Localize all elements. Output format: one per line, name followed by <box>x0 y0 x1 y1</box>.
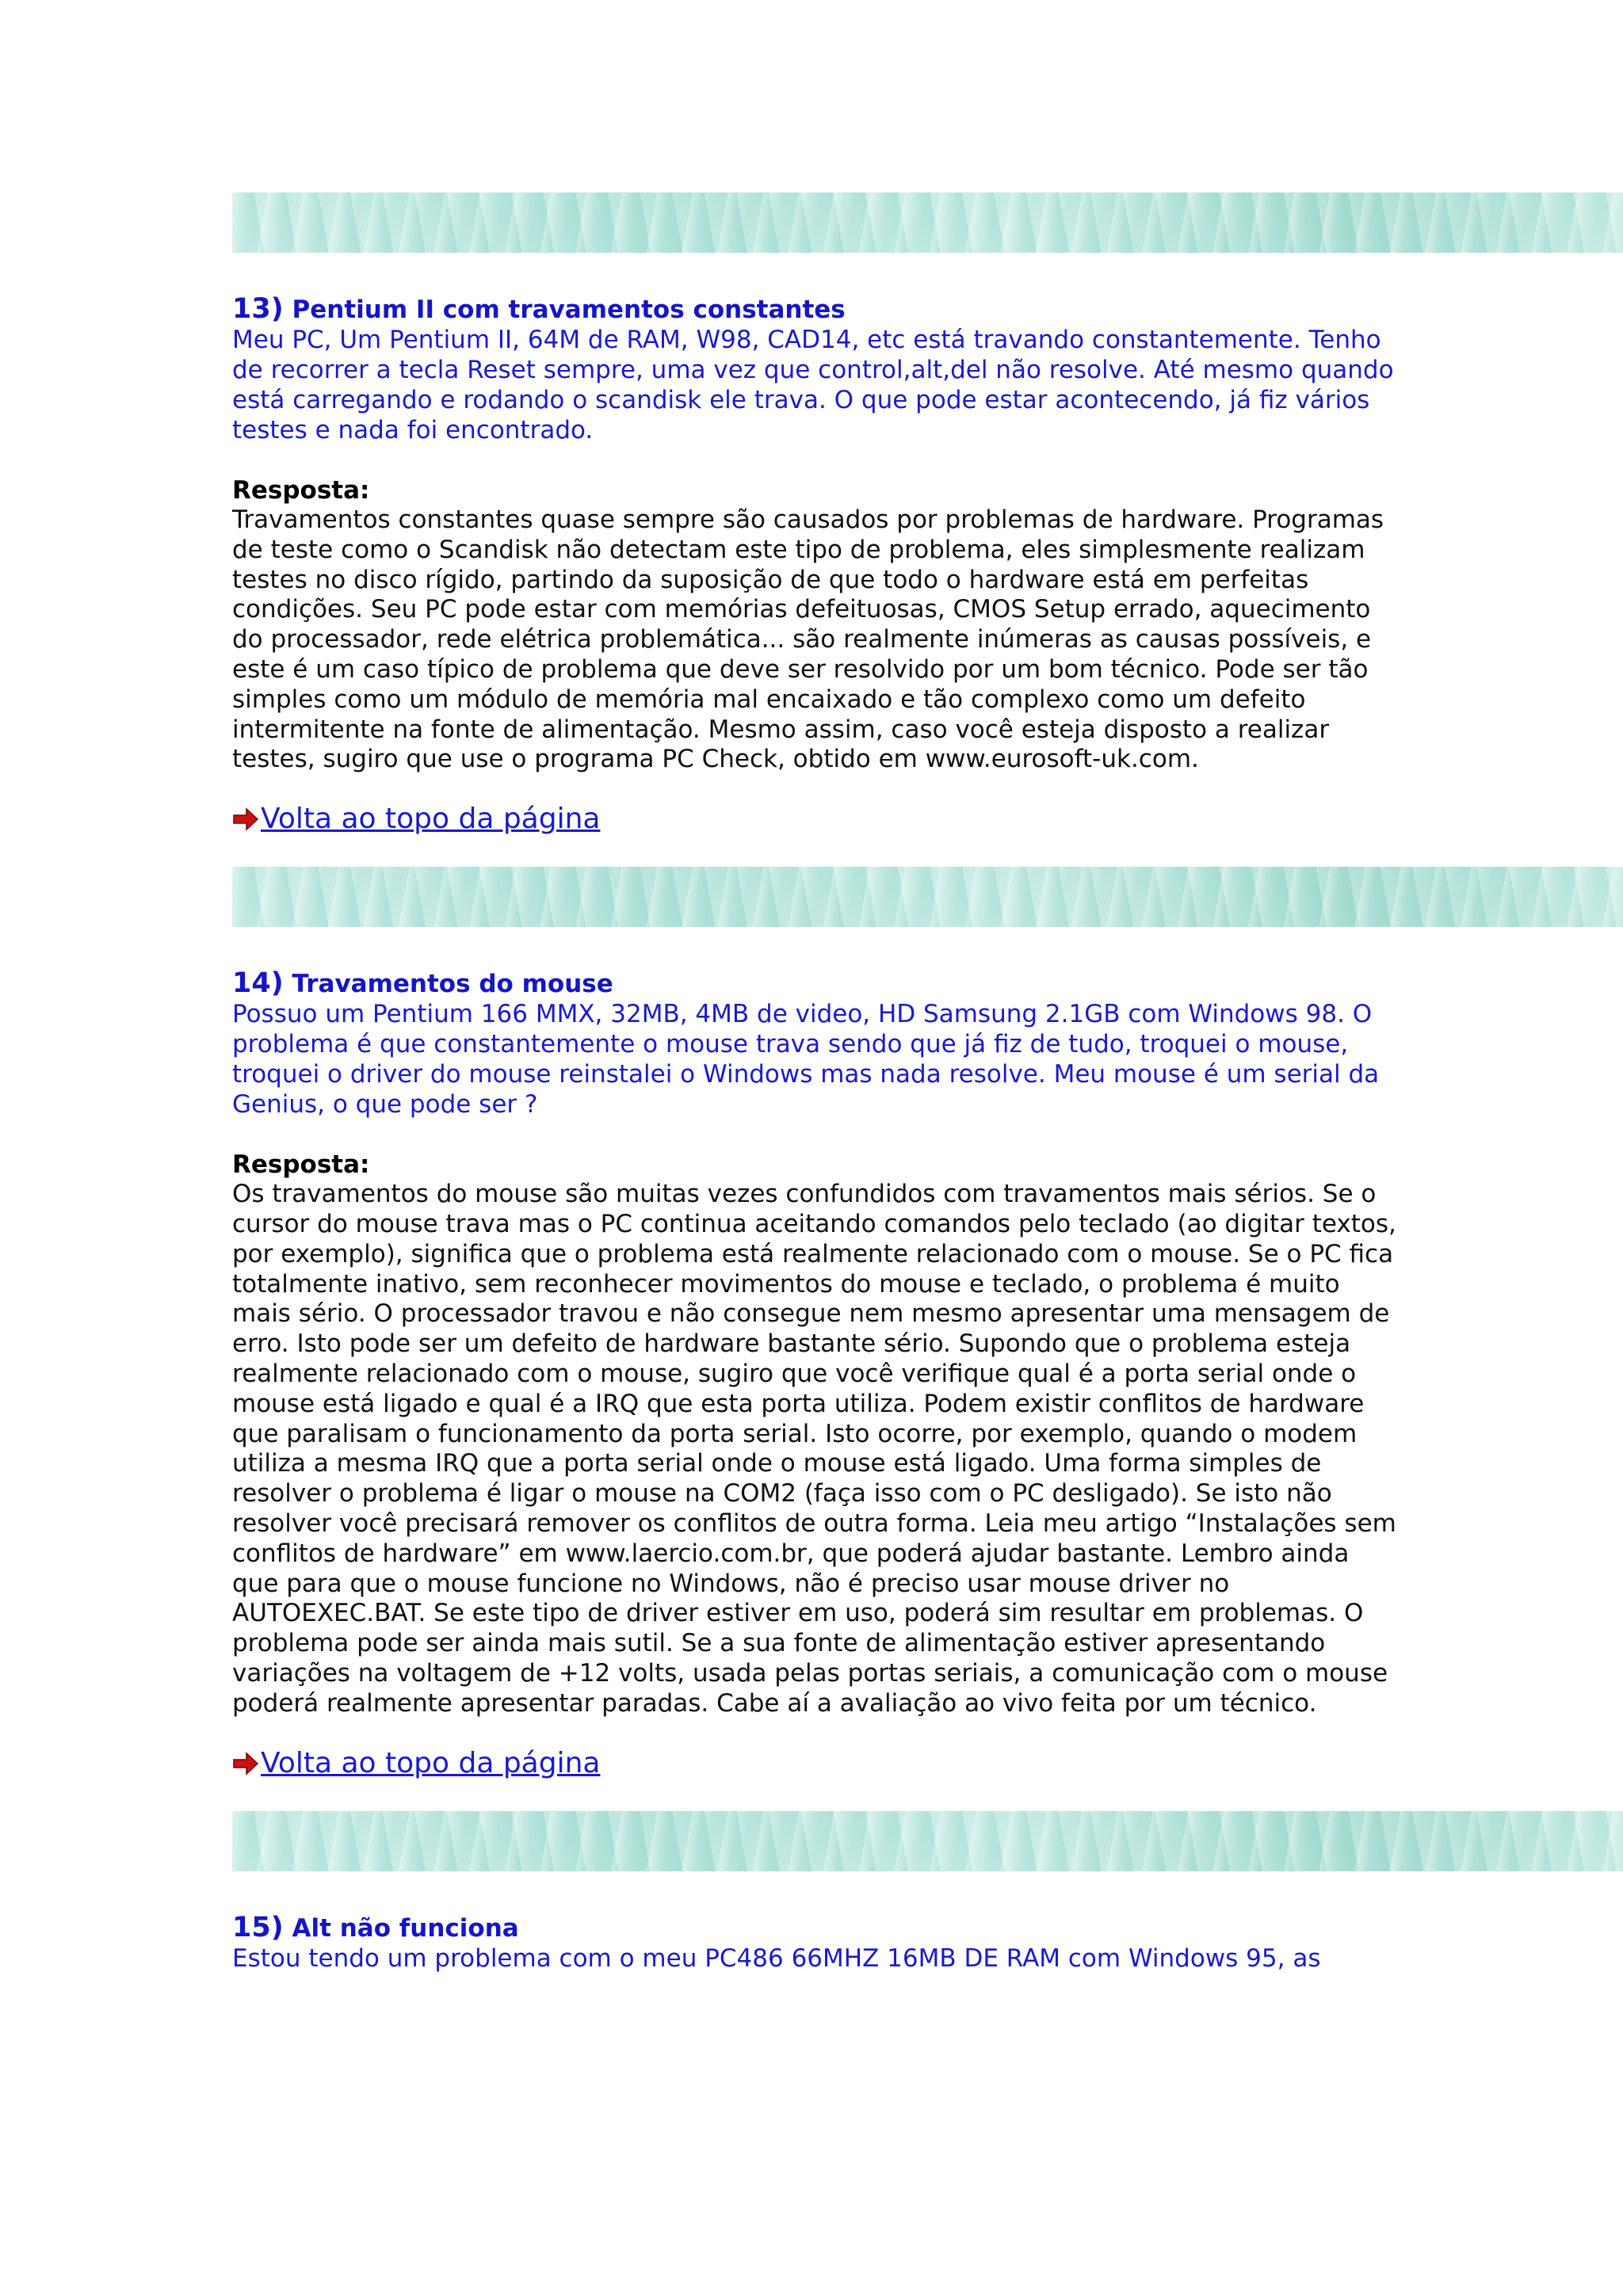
question-title <box>232 294 1397 325</box>
question-block <box>232 1913 1397 1974</box>
question-number: 15) <box>232 1911 284 1943</box>
section-banner <box>232 193 1623 253</box>
back-to-top-link[interactable]: Volta ao topo da página <box>261 803 601 836</box>
back-to-top-link[interactable]: Volta ao topo da página <box>261 1746 601 1779</box>
question-text: Estou tendo um problema com o meu PC486 66MHZ 16MB DE RAM com Windows 95, as <box>232 1943 1321 1973</box>
section-banner <box>232 867 1623 927</box>
red-arrow-icon <box>232 806 259 833</box>
question-number: 13) <box>232 293 284 325</box>
question-number: 14) <box>232 967 284 1000</box>
question-text: Possuo um Pentium 166 MMX, 32MB, 4MB de video, HD Samsung 2.1GB com Windows 98. O problema é que constantemente o mouse trava sendo que já fiz de tudo, troquei o mouse, troquei o driver do mouse reinstalei o Windows mas nada resolve. Meu mouse é um serial da Genius, o que pode ser ? <box>232 1000 1380 1119</box>
red-arrow-icon <box>232 1750 259 1777</box>
question-title-text: Alt não funciona <box>292 1913 519 1943</box>
question-block <box>232 968 1397 1119</box>
faq-page <box>232 193 1623 1974</box>
answer-text: Os travamentos do mouse são muitas vezes confundidos com travamentos mais sérios. Se o cursor do mouse trava mas o PC continua aceitando comandos pelo teclado (ao digitar textos, por exemplo), significa que o problema está realmente relacionado com o mouse. Se o PC fica totalmente inativo, sem reconhecer movimentos do mouse e teclado, o problema é muito mais sério. O processador travou e não consegue nem mesmo apresentar uma mensagem de erro. Isto pode ser um defeito de hardware bastante sério. Supondo que o problema esteja realmente relacionado com o mouse, sugiro que você verifique qual é a porta serial onde o mouse está ligado e qual é a IRQ que esta porta utiliza. Podem existir conflitos de hardware que paralisam o funcionamento da porta serial. Isto ocorre, por exemplo, quando o modem utiliza a mesma IRQ que a porta serial onde o mouse está ligado. Uma forma simples de resolver o problema é ligar o mouse na COM2 (faça isso com o PC desligado). Se isto não resolver você precisará remover os conflitos de outra forma. Leia meu artigo “Instalações sem conflitos de hardware” em www.laercio.com.br, que poderá ajudar bastante. Lembro ainda que para que o mouse funcione no Windows, não é preciso usar mouse driver no AUTOEXEC.BAT. Se este tipo de driver estiver em uso, poderá sim resultar em problemas. O problema pode ser ainda mais sutil. Se a sua fonte de alimentação estiver apresentando variações na voltagem de +12 volts, usada pelas portas seriais, a comunicação com o mouse poderá realmente apresentar paradas. Cabe aí a avaliação ao vivo feita por um técnico. <box>232 1180 1396 1718</box>
question-title-text: Pentium II com travamentos constantes <box>292 296 846 324</box>
answer-text: Travamentos constantes quase sempre são causados por problemas de hardware. Programas de teste como o Scandisk não detectam este tipo de problema, eles simplesmente realizam testes no disco rígido, partindo da suposição de que todo o hardware está em perfeitas condições. Seu PC pode estar com memórias defeituosas, CMOS Setup errado, aquecimento do processador, rede elétrica problemática... são realmente inúmeras as causas possíveis, e este é um caso típico de problema que deve ser resolvido por um bom técnico. Pode ser tão simples como um módulo de memória mal encaixado e tão complexo como um defeito intermitente na fonte de alimentação. Mesmo assim, caso você esteja disposto a realizar testes, sugiro que use o programa PC Check, obtido em www.eurosoft-uk.com. <box>232 505 1384 774</box>
question-title <box>232 968 1397 999</box>
back-to-top <box>232 1746 1623 1781</box>
section-banner <box>232 1811 1623 1871</box>
back-to-top <box>232 802 1623 837</box>
answer-label: Resposta: <box>232 476 370 505</box>
question-text: Meu PC, Um Pentium II, 64M de RAM, W98, CAD14, etc está travando constantemente. Tenho de recorrer a tecla Reset sempre, uma vez que control,alt,del não resolve. Até mesmo quando está carregando e rodando o scandisk ele trava. O que pode estar acontecendo, já fiz vários testes e nada foi encontrado. <box>232 326 1394 444</box>
answer-label: Resposta: <box>232 1150 370 1180</box>
question-title <box>232 1913 1397 1943</box>
question-title-text: Travamentos do mouse <box>292 970 613 999</box>
question-block <box>232 294 1397 445</box>
